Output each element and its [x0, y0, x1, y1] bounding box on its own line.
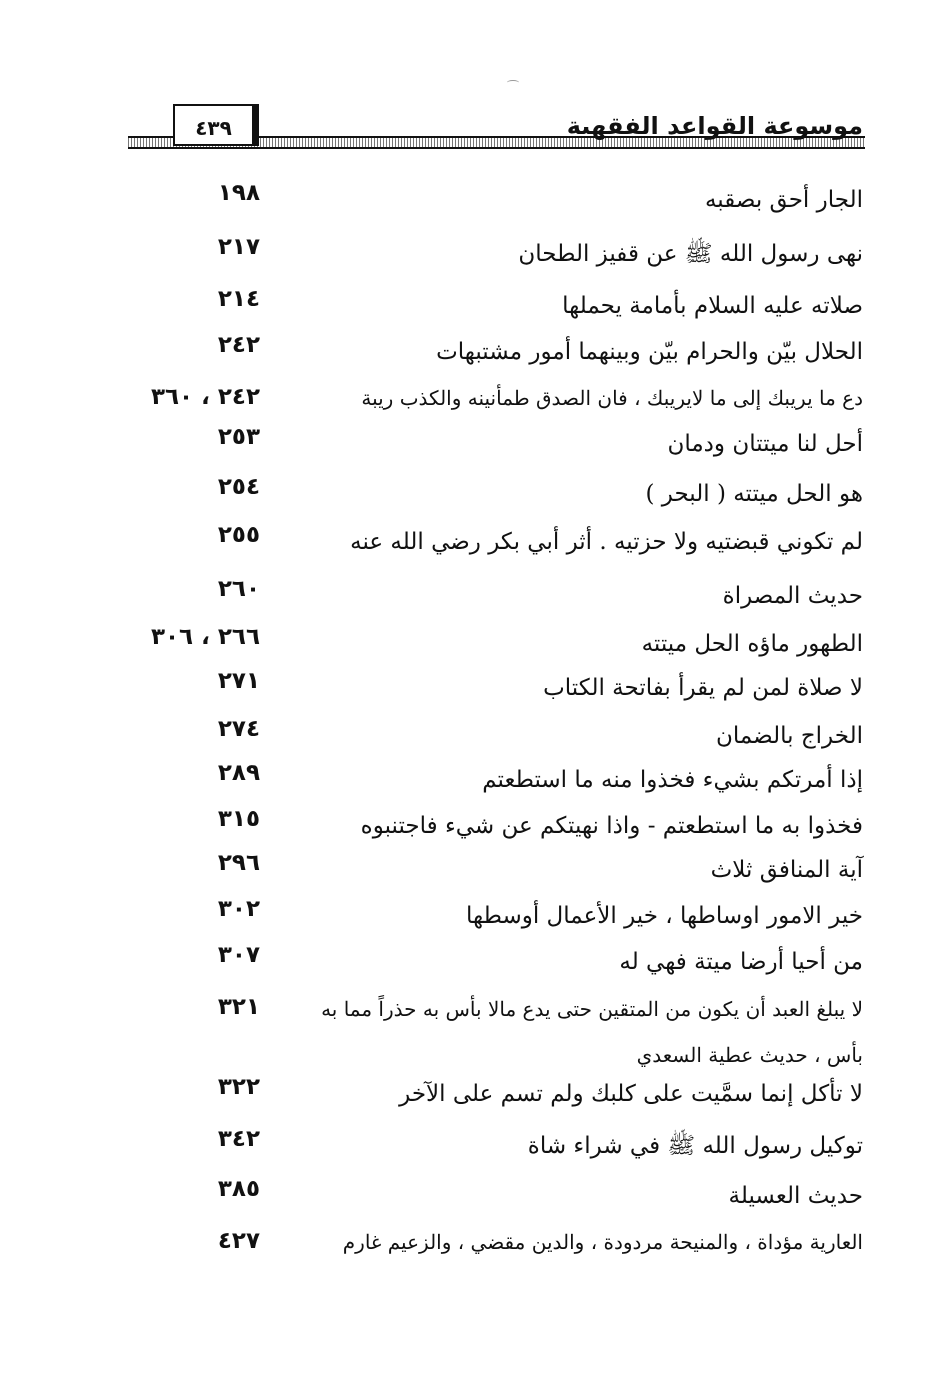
- entry-pages: ٢١٧: [217, 234, 260, 260]
- entry-pages: ٢٦٦ ، ٣٠٦: [150, 624, 260, 650]
- entry-pages: ٣٤٢: [217, 1126, 260, 1152]
- entry-text: صلاته عليه السلام بأمامة يحملها: [562, 293, 863, 319]
- book-title: موسوعة القواعد الفقهية: [566, 112, 863, 140]
- entry-pages: ٣٨٥: [217, 1176, 260, 1202]
- entry-pages: ٣٠٧: [217, 942, 260, 968]
- entry-text: من أحيا أرضا ميتة فهي له: [619, 949, 863, 975]
- entry-pages: ٣٢١: [217, 994, 260, 1020]
- page-number: ٤٣٩: [195, 116, 232, 140]
- entry-pages: ٢٤٢: [217, 332, 260, 358]
- entry-pages: ٢٥٣: [217, 424, 260, 450]
- entry-text: لم تكوني قبضتيه ولا حزتيه . أثر أبي بكر رضي الله عنه: [350, 529, 863, 555]
- entry-text: العارية مؤداة ، والمنيحة مردودة ، والدين مقضي ، والزعيم غارم: [342, 1230, 863, 1254]
- entry-pages: ٤٢٧: [217, 1228, 260, 1254]
- entry-text: حديث العسيلة: [728, 1183, 863, 1209]
- entry-text: أحل لنا ميتتان ودمان: [667, 431, 863, 457]
- entry-pages: ٢٥٤: [217, 474, 260, 500]
- entry-text: لا يبلغ العبد أن يكون من المتقين حتى يدع مالا بأس به حذراً مما به بأس ، حديث عطية السعدي: [321, 997, 863, 1067]
- entry-text: فخذوا به ما استطعتم - واذا نهيتكم عن شيء فاجتنبوه: [360, 813, 863, 839]
- entry-text: الحلال بيّن والحرام بيّن وبينهما أمور مشتبهات: [436, 339, 863, 365]
- entry-pages: ٣٢٢: [217, 1074, 260, 1100]
- entry-pages: ٢١٤: [217, 286, 260, 312]
- entry-text: دع ما يريبك إلى ما لايريبك ، فان الصدق طمأنينه والكذب ريبة: [361, 386, 863, 410]
- entry-text: توكيل رسول الله ﷺ في شراء شاة: [527, 1133, 863, 1159]
- entry-pages: ٢٨٩: [217, 760, 260, 786]
- entry-text: لا تأكل إنما سمَّيت على كلبك ولم تسم على الآخر: [399, 1081, 863, 1107]
- entry-text: حديث المصراة: [722, 583, 863, 609]
- entry-pages: ٣١٥: [217, 806, 260, 832]
- entry-pages: ٢٧٤: [217, 716, 260, 742]
- entry-text: إذا أمرتكم بشيء فخذوا منه ما استطعتم: [482, 767, 863, 793]
- entry-pages: ٢٦٠: [217, 576, 260, 602]
- entry-text: لا صلاة لمن لم يقرأ بفاتحة الكتاب: [543, 675, 863, 701]
- entry-text: نهى رسول الله ﷺ عن قفيز الطحان: [518, 241, 863, 267]
- entry-text: الجار أحق بصقبه: [704, 187, 863, 213]
- entry-pages: ٢٥٥: [217, 522, 260, 548]
- entry-text: الطهور ماؤه الحل ميتته: [641, 631, 863, 657]
- entry-text: آية المنافق ثلاث: [710, 857, 863, 883]
- entry-pages: ٢٧١: [217, 668, 260, 694]
- entry-pages: ١٩٨: [217, 180, 260, 206]
- entry-pages: ٢٩٦: [217, 850, 260, 876]
- entry-text: خير الامور اوساطها ، خير الأعمال أوسطها: [466, 903, 863, 929]
- entry-text: الخراج بالضمان: [715, 723, 863, 749]
- entry-text: هو الحل ميتته ( البحر ): [645, 481, 863, 507]
- entry-pages: ٢٤٢ ، ٣٦٠: [150, 384, 260, 410]
- entry-pages: ٣٠٢: [217, 896, 260, 922]
